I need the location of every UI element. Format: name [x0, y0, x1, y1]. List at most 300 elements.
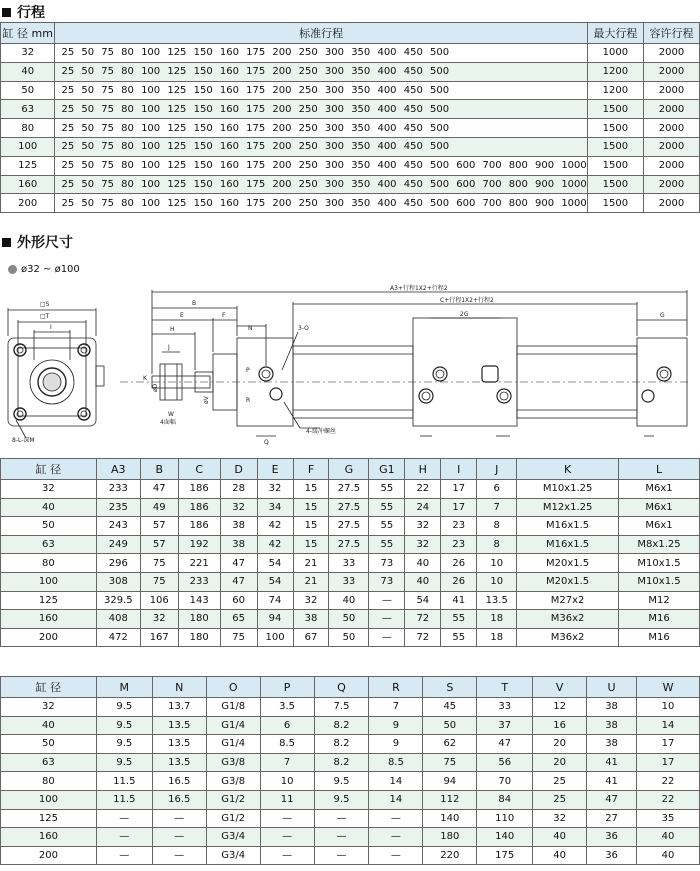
label-r: R: [246, 397, 251, 404]
table-cell: —: [314, 846, 369, 865]
label-j: J: [168, 344, 170, 351]
table-cell: 14: [637, 716, 700, 735]
side-view: [120, 290, 690, 436]
table-cell: 7: [369, 698, 423, 717]
table-cell: 26: [441, 572, 477, 591]
table-cell: 3.5: [260, 698, 314, 717]
stroke-max-cell: 1500: [587, 100, 643, 119]
table-cell: G3/8: [206, 753, 260, 772]
table-cell: 36: [587, 828, 637, 847]
label-d: øD: [152, 383, 159, 392]
stroke-bore-cell: 50: [1, 81, 55, 100]
table-cell: —: [369, 809, 423, 828]
table-cell: 40: [1, 498, 97, 517]
header-cell: F: [293, 459, 329, 480]
label-k: K: [143, 375, 147, 382]
table-cell: 10: [477, 572, 517, 591]
table-cell: 72: [405, 610, 441, 629]
table-cell: 8.5: [369, 753, 423, 772]
table-cell: M12x1.25: [517, 498, 619, 517]
table-cell: M36x2: [517, 610, 619, 629]
label-a3: A3+行程1X2+行程2: [390, 285, 448, 292]
table-row: [1, 735, 700, 754]
table-cell: 42: [257, 535, 293, 554]
table-cell: 74: [257, 591, 293, 610]
table-cell: 8.2: [314, 753, 369, 772]
header-cell: V: [533, 677, 587, 698]
table-cell: 84: [477, 790, 533, 809]
stroke-bore-cell: 200: [1, 194, 55, 213]
table-cell: G1/8: [206, 698, 260, 717]
table-cell: 27.5: [329, 535, 369, 554]
table-cell: 125: [1, 809, 97, 828]
dimension-section-title: [2, 232, 73, 252]
stroke-values-cell: 25 50 75 80 100 125 150 160 175 200 250 300 350 400 450 500: [55, 100, 587, 119]
header-cell: W: [637, 677, 700, 698]
stroke-allow-cell: 2000: [644, 175, 700, 194]
stroke-max-cell: 1500: [587, 137, 643, 156]
table-cell: 94: [423, 772, 477, 791]
table-cell: 40: [637, 828, 700, 847]
stroke-values-cell: 25 50 75 80 100 125 150 160 175 200 250 300 350 400 450 500 600 700 800 900 1000: [55, 175, 587, 194]
table-cell: 8: [477, 535, 517, 554]
header-cell: 缸 径: [1, 459, 97, 480]
table-cell: —: [152, 809, 206, 828]
table-cell: 200: [1, 628, 97, 647]
header-cell: I: [441, 459, 477, 480]
table-cell: 18: [477, 628, 517, 647]
table-cell: 167: [140, 628, 178, 647]
table-row: [1, 772, 700, 791]
table-cell: 21: [293, 572, 329, 591]
table-cell: 54: [257, 572, 293, 591]
table-cell: —: [369, 610, 405, 629]
stroke-bore-cell: 40: [1, 62, 55, 81]
table-cell: 110: [477, 809, 533, 828]
table-cell: 41: [587, 772, 637, 791]
table-cell: 40: [405, 554, 441, 573]
table-cell: 22: [405, 480, 441, 499]
table-cell: 38: [293, 610, 329, 629]
header-cell: Q: [314, 677, 369, 698]
table-cell: 13.5: [152, 753, 206, 772]
header-cell: S: [423, 677, 477, 698]
stroke-values-cell: 25 50 75 80 100 125 150 160 175 200 250 300 350 400 450 500: [55, 44, 587, 63]
table-cell: 17: [441, 480, 477, 499]
header-bore: 缸 径 mm: [1, 23, 55, 44]
table-row: [1, 498, 700, 517]
table-cell: 23: [441, 535, 477, 554]
table-cell: 143: [178, 591, 220, 610]
table-cell: M27x2: [517, 591, 619, 610]
table-cell: M6x1: [619, 517, 700, 536]
header-cell: H: [405, 459, 441, 480]
label-g: G: [660, 312, 665, 319]
table-cell: 42: [257, 517, 293, 536]
table-cell: —: [369, 828, 423, 847]
dimension-table-1: [0, 458, 700, 647]
table-cell: 221: [178, 554, 220, 573]
label-h: H: [170, 326, 175, 333]
table-cell: 329.5: [96, 591, 140, 610]
table-cell: —: [96, 809, 152, 828]
table-cell: M16x1.5: [517, 517, 619, 536]
table-cell: 40: [405, 572, 441, 591]
header-cell: D: [220, 459, 257, 480]
table-cell: 28: [220, 480, 257, 499]
table-cell: 63: [1, 753, 97, 772]
stroke-allow-cell: 2000: [644, 119, 700, 138]
table-cell: —: [96, 846, 152, 865]
table-cell: 33: [329, 572, 369, 591]
table-cell: —: [369, 628, 405, 647]
table-row: [1, 554, 700, 573]
label-s: □S: [40, 301, 50, 308]
table-row: [1, 753, 700, 772]
header-cell: C: [178, 459, 220, 480]
header-cell: J: [477, 459, 517, 480]
label-f: F: [222, 312, 226, 319]
stroke-allow-cell: 2000: [644, 44, 700, 63]
header-cell: P: [260, 677, 314, 698]
stroke-bore-cell: 160: [1, 175, 55, 194]
table-row: [1, 535, 700, 554]
table-cell: 41: [587, 753, 637, 772]
table-cell: 9.5: [96, 735, 152, 754]
table-cell: 14: [369, 772, 423, 791]
table-row: [1, 156, 700, 175]
stroke-max-cell: 1000: [587, 44, 643, 63]
table-cell: 72: [405, 628, 441, 647]
table-cell: M6x1: [619, 480, 700, 499]
table-cell: 17: [441, 498, 477, 517]
header-allow-stroke: 容许行程: [644, 23, 700, 44]
table-cell: 8.5: [260, 735, 314, 754]
header-cell: E: [257, 459, 293, 480]
square-bullet-icon: [2, 8, 11, 17]
table-cell: 25: [533, 790, 587, 809]
stroke-max-cell: 1200: [587, 81, 643, 100]
table-cell: 65: [220, 610, 257, 629]
stroke-values-cell: 25 50 75 80 100 125 150 160 175 200 250 300 350 400 450 500: [55, 119, 587, 138]
stroke-allow-cell: 2000: [644, 81, 700, 100]
table-row: [1, 628, 700, 647]
table-cell: —: [152, 828, 206, 847]
table-cell: 55: [369, 498, 405, 517]
table-row: [1, 846, 700, 865]
table-cell: 18: [477, 610, 517, 629]
table-cell: 20: [533, 735, 587, 754]
table-cell: 186: [178, 480, 220, 499]
table-cell: 32: [405, 517, 441, 536]
table-cell: 13.7: [152, 698, 206, 717]
table-cell: 15: [293, 535, 329, 554]
stroke-values-cell: 25 50 75 80 100 125 150 160 175 200 250 300 350 400 450 500 600 700 800 900 1000: [55, 194, 587, 213]
table-cell: M16: [619, 628, 700, 647]
stroke-bore-cell: 80: [1, 119, 55, 138]
stroke-bore-cell: 32: [1, 44, 55, 63]
table-cell: 9: [369, 716, 423, 735]
table-cell: 55: [441, 628, 477, 647]
table-cell: 23: [441, 517, 477, 536]
table-cell: 140: [477, 828, 533, 847]
label-2g: 2G: [460, 311, 469, 318]
table-cell: 100: [1, 790, 97, 809]
table-cell: 50: [329, 628, 369, 647]
table-cell: 34: [257, 498, 293, 517]
table-row: [1, 119, 700, 138]
table-row: [1, 828, 700, 847]
table-cell: 13.5: [152, 716, 206, 735]
table-row: [1, 809, 700, 828]
label-v: øV: [203, 396, 210, 404]
table-cell: 40: [1, 716, 97, 735]
label-n: N: [248, 325, 253, 332]
table-cell: 12: [533, 698, 587, 717]
stroke-section-title: [2, 2, 45, 22]
table-row: [1, 610, 700, 629]
header-cell: L: [619, 459, 700, 480]
table-cell: 57: [140, 535, 178, 554]
header-cell: U: [587, 677, 637, 698]
table-cell: 50: [329, 610, 369, 629]
header-cell: 缸 径: [1, 677, 97, 698]
header-max-stroke: 最大行程: [587, 23, 643, 44]
table-cell: 9.5: [314, 790, 369, 809]
table-cell: 33: [329, 554, 369, 573]
table-cell: G3/8: [206, 772, 260, 791]
table-cell: 11.5: [96, 772, 152, 791]
table-cell: 26: [441, 554, 477, 573]
table-cell: 112: [423, 790, 477, 809]
table-cell: 14: [369, 790, 423, 809]
table-cell: 73: [369, 554, 405, 573]
table-cell: 54: [405, 591, 441, 610]
table-cell: 55: [369, 535, 405, 554]
stroke-max-cell: 1500: [587, 175, 643, 194]
table-cell: 32: [1, 698, 97, 717]
table-cell: —: [369, 846, 423, 865]
table-cell: 67: [293, 628, 329, 647]
table-cell: 49: [140, 498, 178, 517]
table-cell: 38: [587, 698, 637, 717]
label-w: W: [168, 411, 174, 418]
table-cell: —: [314, 809, 369, 828]
stroke-max-cell: 1500: [587, 156, 643, 175]
table-cell: 9.5: [314, 772, 369, 791]
header-cell: N: [152, 677, 206, 698]
table-cell: 7.5: [314, 698, 369, 717]
table-cell: 10: [637, 698, 700, 717]
stroke-values-cell: 25 50 75 80 100 125 150 160 175 200 250 300 350 400 450 500: [55, 62, 587, 81]
table-cell: M16x1.5: [517, 535, 619, 554]
table-cell: 50: [423, 716, 477, 735]
table-cell: 7: [477, 498, 517, 517]
gray-dot-icon: [8, 265, 17, 274]
table-cell: 33: [477, 698, 533, 717]
dimension-table-2: [0, 676, 700, 865]
header-cell: T: [477, 677, 533, 698]
table-cell: —: [260, 846, 314, 865]
table-cell: —: [152, 846, 206, 865]
table-cell: 8.2: [314, 716, 369, 735]
table-cell: 47: [140, 480, 178, 499]
table-cell: 73: [369, 572, 405, 591]
table-cell: 9.5: [96, 698, 152, 717]
header-cell: G1: [369, 459, 405, 480]
table-cell: 40: [533, 846, 587, 865]
table-cell: 16: [533, 716, 587, 735]
table-cell: 36: [587, 846, 637, 865]
table-cell: 8: [477, 517, 517, 536]
table-cell: 233: [96, 480, 140, 499]
table-cell: 47: [220, 554, 257, 573]
label-p: P: [246, 367, 250, 374]
stroke-bore-cell: 100: [1, 137, 55, 156]
table-cell: 32: [257, 480, 293, 499]
label-wrench: 4面幅: [160, 419, 176, 426]
table-cell: M20x1.5: [517, 572, 619, 591]
table-cell: 27.5: [329, 517, 369, 536]
bore-range-text: ø32 ~ ø100: [21, 264, 80, 275]
table-cell: 408: [96, 610, 140, 629]
table-cell: 75: [423, 753, 477, 772]
table-cell: 80: [1, 772, 97, 791]
table-cell: 308: [96, 572, 140, 591]
label-i: I: [50, 324, 52, 331]
stroke-max-cell: 1500: [587, 194, 643, 213]
table-cell: 47: [587, 790, 637, 809]
table-cell: 38: [220, 535, 257, 554]
table-row: [1, 62, 700, 81]
table-cell: 38: [220, 517, 257, 536]
table-cell: M10x1.5: [619, 554, 700, 573]
table-cell: 55: [369, 517, 405, 536]
table-cell: 13.5: [152, 735, 206, 754]
table-cell: M10x1.25: [517, 480, 619, 499]
table-row: [1, 716, 700, 735]
table-cell: 10: [477, 554, 517, 573]
table-cell: 15: [293, 480, 329, 499]
table-cell: 15: [293, 498, 329, 517]
stroke-title-text: 行程: [17, 5, 45, 21]
table-cell: 41: [441, 591, 477, 610]
table-cell: 27.5: [329, 498, 369, 517]
stroke-bore-cell: 63: [1, 100, 55, 119]
table-cell: 32: [220, 498, 257, 517]
square-bullet-icon: [2, 238, 11, 247]
table-cell: 11.5: [96, 790, 152, 809]
table-row: [1, 175, 700, 194]
table-row: [1, 81, 700, 100]
table-cell: 235: [96, 498, 140, 517]
table-cell: 22: [637, 790, 700, 809]
header-cell: O: [206, 677, 260, 698]
table-cell: 32: [405, 535, 441, 554]
table-cell: 106: [140, 591, 178, 610]
table-cell: 38: [587, 716, 637, 735]
table-cell: M6x1: [619, 498, 700, 517]
table-cell: 125: [1, 591, 97, 610]
label-t: □T: [40, 313, 50, 320]
header-cell: A3: [96, 459, 140, 480]
table-cell: 22: [637, 772, 700, 791]
table-row: [1, 698, 700, 717]
table-cell: 9.5: [96, 753, 152, 772]
table-cell: 60: [220, 591, 257, 610]
dimension-table-2-header: [1, 677, 700, 698]
table-cell: 100: [257, 628, 293, 647]
table-row: [1, 137, 700, 156]
table-cell: 37: [477, 716, 533, 735]
table-cell: 180: [423, 828, 477, 847]
table-cell: G3/4: [206, 828, 260, 847]
table-cell: —: [369, 591, 405, 610]
stroke-allow-cell: 2000: [644, 100, 700, 119]
table-cell: 100: [1, 572, 97, 591]
label-e: E: [180, 312, 184, 319]
table-cell: 75: [140, 572, 178, 591]
table-cell: M16: [619, 610, 700, 629]
header-cell: K: [517, 459, 619, 480]
header-standard-stroke: 标准行程: [55, 23, 587, 44]
label-q: Q: [264, 439, 269, 446]
table-cell: 249: [96, 535, 140, 554]
table-cell: —: [96, 828, 152, 847]
table-cell: 47: [477, 735, 533, 754]
table-cell: 11: [260, 790, 314, 809]
table-cell: M36x2: [517, 628, 619, 647]
table-cell: 24: [405, 498, 441, 517]
table-row: [1, 100, 700, 119]
header-cell: B: [140, 459, 178, 480]
table-cell: 20: [533, 753, 587, 772]
table-cell: 50: [1, 517, 97, 536]
table-cell: 32: [140, 610, 178, 629]
dimension-table-1-header: [1, 459, 700, 480]
table-cell: 94: [257, 610, 293, 629]
table-cell: 62: [423, 735, 477, 754]
stroke-table-header: [1, 23, 700, 44]
table-cell: 54: [257, 554, 293, 573]
table-cell: M8x1.25: [619, 535, 700, 554]
stroke-values-cell: 25 50 75 80 100 125 150 160 175 200 250 300 350 400 450 500: [55, 137, 587, 156]
label-c: C+行程1X2+行程2: [440, 297, 494, 304]
header-cell: M: [96, 677, 152, 698]
table-cell: 70: [477, 772, 533, 791]
table-cell: 80: [1, 554, 97, 573]
table-cell: 6: [260, 716, 314, 735]
table-cell: 17: [637, 735, 700, 754]
table-cell: 243: [96, 517, 140, 536]
table-cell: 9: [369, 735, 423, 754]
label-o: 3-O: [298, 325, 309, 332]
table-cell: 27: [587, 809, 637, 828]
table-cell: 63: [1, 535, 97, 554]
table-cell: —: [260, 828, 314, 847]
table-cell: 75: [140, 554, 178, 573]
stroke-bore-cell: 125: [1, 156, 55, 175]
bore-range: [8, 264, 80, 275]
table-cell: 55: [441, 610, 477, 629]
table-cell: 57: [140, 517, 178, 536]
table-cell: 140: [423, 809, 477, 828]
table-cell: 186: [178, 498, 220, 517]
stroke-values-cell: 25 50 75 80 100 125 150 160 175 200 250 300 350 400 450 500: [55, 81, 587, 100]
table-cell: 16.5: [152, 790, 206, 809]
stroke-allow-cell: 2000: [644, 156, 700, 175]
header-cell: R: [369, 677, 423, 698]
